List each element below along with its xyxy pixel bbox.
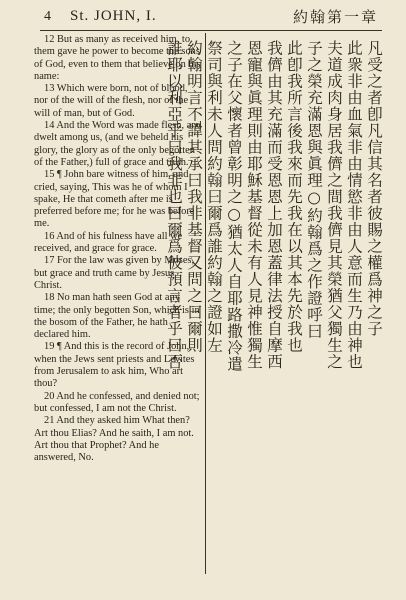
chinese-line: 祭司與利未人問約翰曰爾爲誰約翰之證如左 — [205, 40, 223, 354]
verse-17: 17 For the law was given by Moses, but grace and truth came by Jesus Christ. — [34, 255, 195, 291]
chinese-line: 子之榮充滿恩與眞理○約翰爲之作證呼曰 — [305, 40, 323, 340]
header-rule — [40, 30, 382, 31]
verse-19: 19 ¶ And this is the record of John, when the Jews sent priests and Levites from Jerusalem to ask him, Who art thou? — [34, 341, 195, 390]
chinese-line: 凡受之者卽凡信其名者彼賜之權爲神之子 — [365, 40, 383, 337]
chinese-line: 約翰明言不諱其承曰我非基督又問之曰爾則 — [185, 40, 203, 354]
chinese-running-title: 約翰第一章 — [292, 8, 378, 26]
chinese-line: 此卽我所言後我來而先我在以其本先於我也 — [285, 40, 303, 354]
running-title: St. JOHN, I. — [70, 8, 157, 24]
chinese-line: 之子在父懷者曾彰明之○猶太人自耶路撒冷遣 — [225, 40, 243, 373]
chinese-text-column — [165, 40, 384, 562]
verse-13: 13 Which were born, not of blood, nor of the will of the flesh, nor of the will of man, but of God. — [34, 83, 189, 119]
verse-16: 16 And of his fulness have all we received, and grace for grace. — [34, 230, 183, 255]
verse-15: 15 ¶ John bare witness of him, and cried, saying, This was he of whom I spake, He that cometh after me is preferred before me; for he was before me. — [34, 169, 195, 230]
verse-20: 20 And he confessed, and denied not; but confessed, I am not the Christ. — [34, 390, 200, 414]
chinese-line: 誰耶以利亞乎曰我非也曰爾爲彼預言者乎曰否 — [165, 40, 183, 370]
chinese-line: 我儕由其充滿而受恩恩上加恩蓋律法授自摩西 — [265, 40, 283, 370]
verse-12: 12 But as many as received him, to them gave he power to become the sons of God, even to them that believe on his name: — [34, 34, 201, 82]
chinese-line: 此衆非由血氣非由情慾非由人意而生乃由神也 — [345, 40, 363, 370]
chinese-line: 恩寵與眞理則由耶穌基督從未有人見神惟獨生 — [245, 40, 263, 370]
verse-14: 14 And the Word was made flesh, and dwelt among us, (and we beheld his glory, the glory as of the only begotten of the Father,) full of grace and truth. — [34, 120, 202, 168]
verse-21: 21 And they asked him What then? Art thou Elias? And he saith, I am not. Art thou that Prophet? And he answered, No. — [34, 415, 194, 464]
chinese-line: 夫道成肉身居我儕之間我儕見其榮猶父獨生之 — [325, 40, 343, 370]
page-number: 4 — [44, 9, 51, 24]
verse-18: 18 No man hath seen God at any time; the only begotten Son, which is in the bosom of the Father, he hath declared him. — [34, 292, 200, 341]
